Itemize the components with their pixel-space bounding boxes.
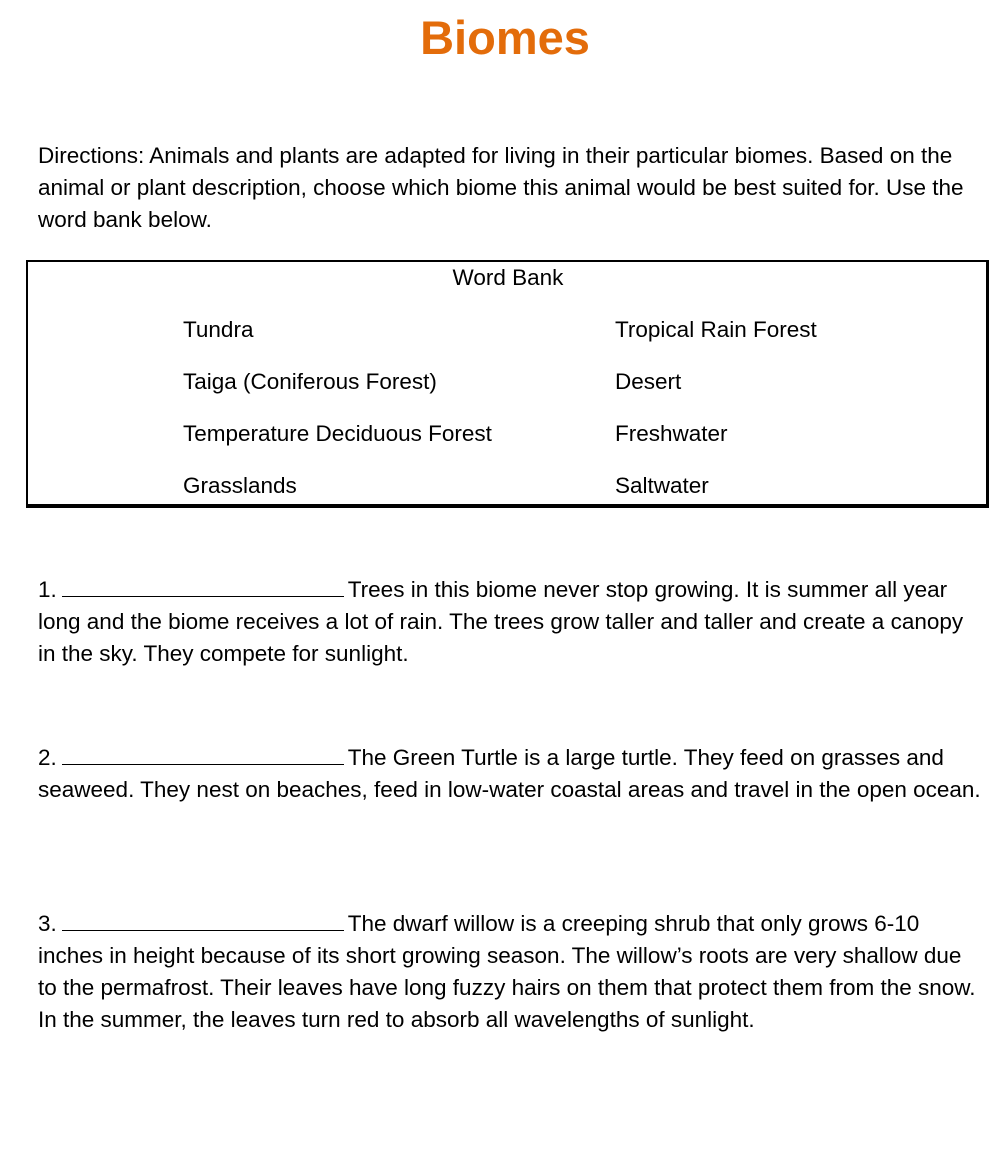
word-bank-item-tundra: Tundra [183, 317, 254, 342]
question-text: The Green Turtle is a large turtle. They feed on grasses and seaweed. They nest on beaches, feed in low-water coastal areas and travel in the open ocean. [38, 745, 981, 802]
question-2 [38, 742, 983, 806]
word-bank-item-grasslands: Grasslands [183, 473, 297, 498]
word-bank-item-taiga: Taiga (Coniferous Forest) [183, 369, 437, 394]
page-title: Biomes [420, 11, 590, 64]
question-text: The dwarf willow is a creeping shrub that only grows 6-10 inches in height because of its short growing season. The willow’s roots are very shallow due to the permafrost. Their leaves have long fuzzy hairs on them that protect them from the snow. In the summer, the leaves turn red to absorb all wavelengths of sunlight. [38, 911, 976, 1032]
answer-blank[interactable] [62, 576, 344, 597]
word-bank-item-freshwater: Freshwater [615, 421, 728, 446]
word-bank-item-desert: Desert [615, 369, 682, 394]
question-number: 2. [38, 745, 57, 770]
word-bank-item-saltwater: Saltwater [615, 473, 709, 498]
word-bank-title: Word Bank [452, 265, 564, 290]
question-number: 1. [38, 577, 57, 602]
answer-blank[interactable] [62, 744, 344, 765]
question-1 [38, 574, 983, 670]
word-bank-box [26, 260, 989, 508]
answer-blank[interactable] [62, 910, 344, 931]
question-3 [38, 908, 983, 1036]
directions-text: Directions: Animals and plants are adapted for living in their particular biomes. Based on the animal or plant description, choose which biome this animal would be best suited for. Use the word bank below. [38, 143, 964, 232]
word-bank-item-deciduous-forest: Temperature Deciduous Forest [183, 421, 492, 446]
word-bank-item-tropical-rain-forest: Tropical Rain Forest [615, 317, 817, 342]
question-number: 3. [38, 911, 57, 936]
question-text: Trees in this biome never stop growing. It is summer all year long and the biome receives a lot of rain. The trees grow taller and taller and create a canopy in the sky. They compete for sunlight. [38, 577, 964, 666]
